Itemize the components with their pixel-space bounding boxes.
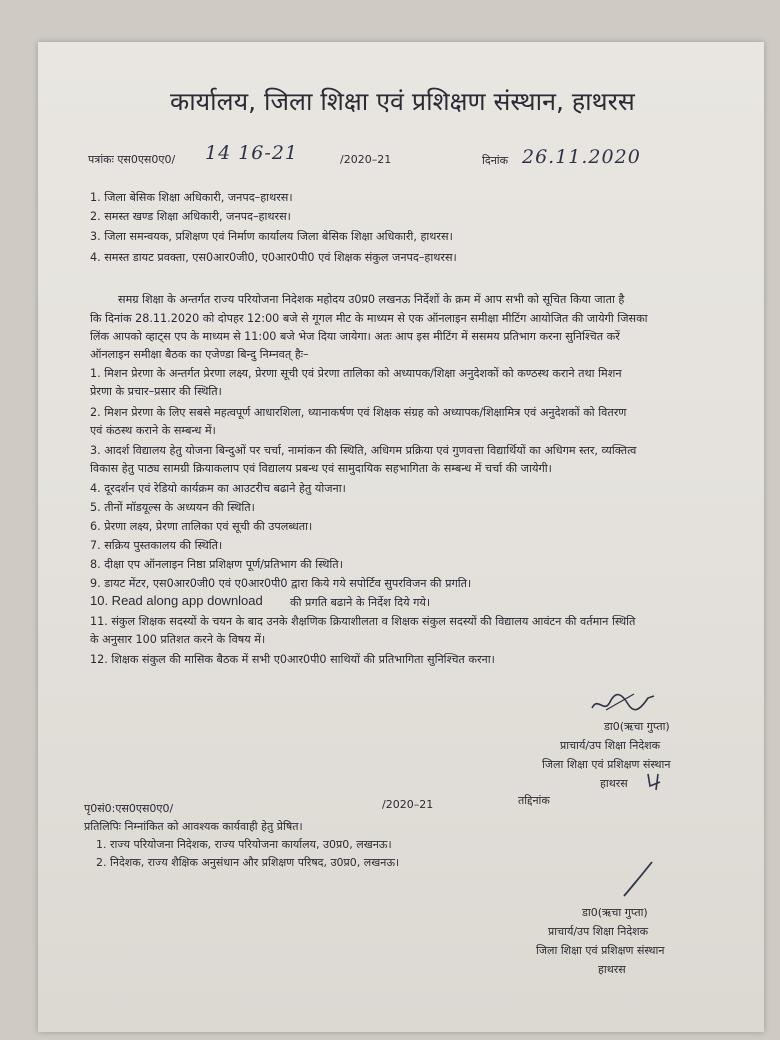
date-handwritten: 26.11.2020 [522,146,641,168]
agenda-item-3: 3. आदर्श विद्यालय हेतु योजना बिन्दुओं पर चर्चा, नामांकन की स्थिति, अधिगम प्रक्रिया एवं गुणवत्ता विद्यार्थियों का अधिगम स्तर, व्यक्तित्व [90,444,637,457]
agenda-item-11-cont: के अनुसार 100 प्रतिशत करने के विषय में। [90,633,266,646]
intro-line: ऑनलाइन समीक्षा बैठक का एजेण्डा बिन्दु निम्नवत् हैः– [90,348,309,361]
agenda-item-9: 9. डायट मेंटर, एस0आर0जी0 एवं ए0आर0पी0 द्वारा किये गये सपोर्टिव सुपरविजन की प्रगति। [90,577,472,590]
agenda-item-1-cont: प्रेरणा के प्रचार–प्रसार की स्थिति। [90,385,222,398]
intro-line: लिंक आपको व्हाट्स एप के माध्यम से 11:00 बजे भेज दिया जायेगा। अतः आप इस मीटिंग में ससमय प्रतिभाग करना सुनिश्चित करें [90,330,620,343]
date-label: दिनांक [482,154,509,167]
signatory-office-2: जिला शिक्षा एवं प्रशिक्षण संस्थान [536,944,665,957]
agenda-item-2: 2. मिशन प्रेरणा के लिए सबसे महत्वपूर्ण आधारशिला, ध्यानाकर्षण एवं शिक्षक संग्रह को अध्यापक/शिक्षामित्र एवं अनुदेशकों को वितरण [90,406,627,419]
agenda-item-6: 6. प्रेरणा लक्ष्य, प्रेरणा तालिका एवं सूची की उपलब्धता। [90,520,313,533]
addressee-4: 4. समस्त डायट प्रवक्ता, एस0आर0जी0, ए0आर0पी0 एवं शिक्षक संकुल जनपद–हाथरस। [90,251,457,264]
copy-recipient-2: 2. निदेशक, राज्य शैक्षिक अनुसंधान और प्रशिक्षण परिषद, उ0प्र0, लखनऊ। [96,856,400,869]
signatory-place-2: हाथरस [598,963,626,976]
intro-line: कि दिनांक 28.11.2020 को दोपहर 12:00 बजे से गूगल मीट के माध्यम से एक ऑनलाइन समीक्षा मीटिंग आयोजित की जायेगी जिसका [90,312,648,325]
handwritten-signature-1 [588,688,658,716]
signatory-office: जिला शिक्षा एवं प्रशिक्षण संस्थान [542,758,671,771]
signatory-designation: प्राचार्य/उप शिक्षा निदेशक [560,739,661,752]
letter-year: /2020–21 [340,153,392,166]
agenda-item-4: 4. दूरदर्शन एवं रेडियो कार्यक्रम का आउटरीच बढाने हेतु योजना। [90,482,346,495]
intro-line: समग्र शिक्षा के अन्तर्गत राज्य परियोजना निदेशक महोदय उ0प्र0 लखनऊ निर्देशों के क्रम में आप सभी को सूचित किया जाता है [118,293,625,306]
copy-recipient-1: 1. राज्य परियोजना निदेशक, राज्य परियोजना कार्यालय, उ0प्र0, लखनऊ। [96,838,392,851]
copy-year: /2020–21 [382,798,434,811]
agenda-item-8: 8. दीक्षा एप ऑनलाइन निष्ठा प्रशिक्षण पूर्ण/प्रतिभाग की स्थिति। [90,558,343,571]
letter-number-label: पत्रांकः एस0एस0ए0/ [88,153,176,166]
agenda-item-11: 11. संकुल शिक्षक सदस्यों के चयन के बाद उनके शैक्षणिक क्रियाशीलता व शिक्षक संकुल सदस्यों की विद्यालय आवंटन की वर्तमान स्थिति [90,615,636,628]
agenda-item-3-cont: विकास हेतु पाठ्य सामग्री क्रियाकलाप एवं विद्यालय प्रबन्ध एवं सामुदायिक सहभागिता के सम्बन्ध में चर्चा की जायेगी। [90,462,552,475]
signatory-name: डा0(ऋचा गुप्ता) [604,720,670,733]
copy-date: तद्दिनांक [518,794,550,807]
copy-intro: प्रतिलिपिः निम्नांकित को आवश्यक कार्यवाही हेतु प्रेषित। [84,820,303,833]
agenda-item-10-prefix: 10. Read along app download [90,593,263,608]
signatory-name-2: डा0(ऋचा गुप्ता) [582,906,648,919]
letter-number-handwritten: 14 16-21 [205,142,298,164]
agenda-item-10-suffix: की प्रगति बढाने के निर्देश दिये गये। [290,596,431,609]
page-title: कार्यालय, जिला शिक्षा एवं प्रशिक्षण संस्थान, हाथरस [170,87,635,116]
addressee-1: 1. जिला बेसिक शिक्षा अधिकारी, जनपद–हाथरस। [90,191,293,204]
handwritten-mark [644,770,666,792]
signatory-place: हाथरस [600,777,628,790]
addressee-3: 3. जिला समन्वयक, प्रशिक्षण एवं निर्माण कार्यालय जिला बेसिक शिक्षा अधिकारी, हाथरस। [90,230,453,243]
agenda-item-1: 1. मिशन प्रेरणा के अन्तर्गत प्रेरणा लक्ष्य, प्रेरणा सूची एवं प्रेरणा तालिका को अध्यापक/शिक्षा अनुदेशकों को कण्ठस्थ कराने तथा मिशन [90,367,622,380]
handwritten-signature-2 [618,858,658,902]
copy-reference: पृ0सं0:एस0एस0ए0/ [84,802,174,815]
agenda-item-5: 5. तीनों मॉडयूल्स के अध्ययन की स्थिति। [90,501,255,514]
agenda-item-2-cont: एवं कंठस्थ कराने के सम्बन्ध में। [90,424,216,437]
addressee-2: 2. समस्त खण्ड शिक्षा अधिकारी, जनपद–हाथरस। [90,210,291,223]
agenda-item-7: 7. सक्रिय पुस्तकालय की स्थिति। [90,539,223,552]
signatory-designation-2: प्राचार्य/उप शिक्षा निदेशक [548,925,649,938]
agenda-item-12: 12. शिक्षक संकुल की मासिक बैठक में सभी ए0आर0पी0 साथियों की प्रतिभागिता सुनिश्चित करना। [90,653,495,666]
